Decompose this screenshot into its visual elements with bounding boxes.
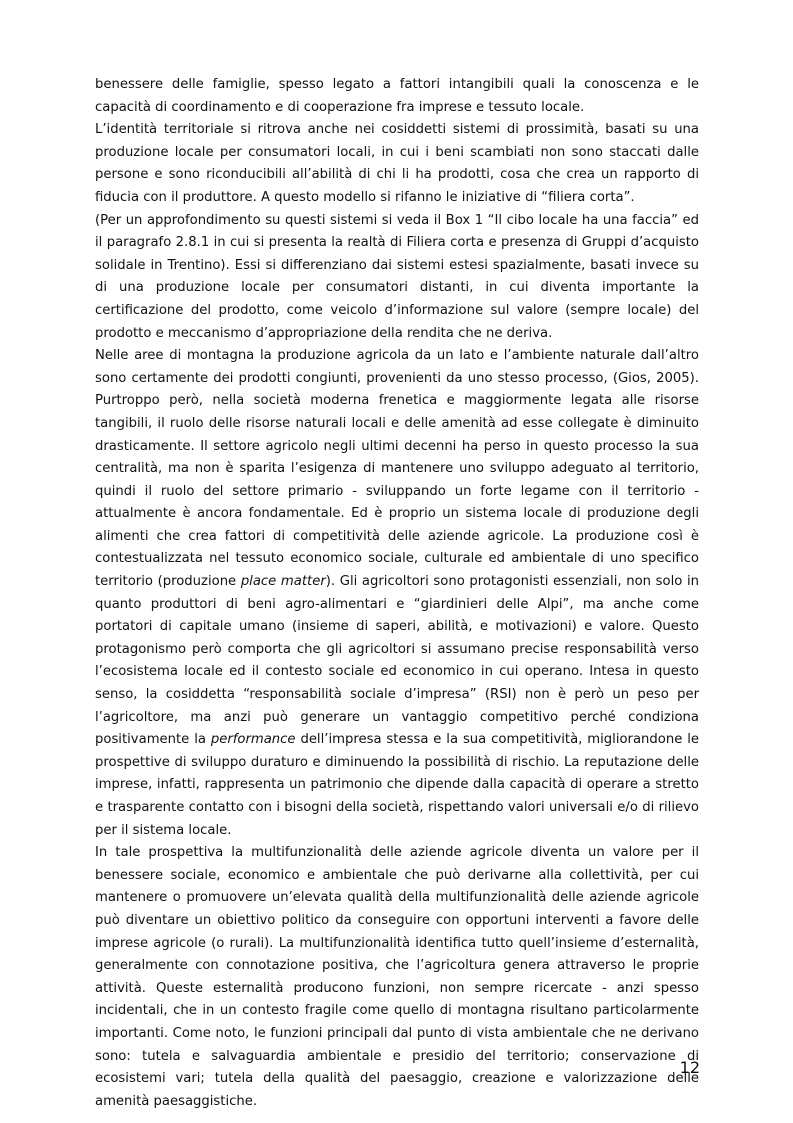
paragraph-text: (Per un approfondimento su questi sistemi si veda il Box 1 “Il cibo locale ha una faccia” ed il paragrafo 2.8.1 in cui si presenta la realtà di Filiera corta e presenza di Gruppi d’acquisto solidale in Trentino). Essi si differenziano dai sistemi estesi spazialmente, basati invece su di una produzione locale per consumatori distanti, in cui diventa importante la certificazione del prodotto, come veicolo d’informazione sul valore (sempre locale) del prodotto e meccanismo d’appropriazione della rendita che ne deriva.	[95, 212, 699, 341]
paragraph	[95, 345, 699, 842]
paragraph-text: L’identità territoriale si ritrova anche nei cosiddetti sistemi di prossimità, basati su una produzione locale per consumatori locali, in cui i beni scambiati non sono staccati dalle persone e sono riconducibili all’abilità di chi li ha prodotti, cosa che crea un rapporto di fiducia con il produttore. A questo modello si rifanno le iniziative di “filiera corta”.	[95, 122, 699, 205]
paragraph-text: ). Gli agricoltori sono protagonisti essenziali, non solo in quanto produttori di beni agro-alimentari e “giardinieri delle Alpi”, ma anche come portatori di capitale umano (insieme di saperi, abilità, e motivazioni) e valore. Questo protagonismo però comporta che gli agricoltori si assumano precise responsabilità verso l’ecosistema locale ed il contesto sociale ed economico in cui operano. Intesa in questo senso, la cosiddetta “responsabilità sociale d’impresa” (RSI) non è però un peso per l’agricoltore, ma anzi può generare un vantaggio competitivo perché condiziona positivamente la	[95, 574, 699, 748]
paragraph	[95, 842, 699, 1113]
paragraph	[95, 119, 699, 209]
paragraph-text: In tale prospettiva la multifunzionalità delle aziende agricole diventa un valore per il benessere sociale, economico e ambientale che può derivarne alla collettività, per cui mantenere o promuovere un’elevata qualità della multifunzionalità delle aziende agricole può diventare un obiettivo politico da conseguire con opportuni interventi a favore delle imprese agricole (o rurali). La multifunzionalità identifica tutto quell’insieme d’esternalità, generalmente con connotazione positiva, che l’agricoltura genera attraverso le proprie attività. Queste esternalità producono funzioni, non sempre ricercate - anzi spesso incidentali, che in un contesto fragile come quello di montagna risultano particolarmente importanti. Come noto, le funzioni principali dal punto di vista ambientale che ne derivano sono: tutela e salvaguardia ambientale e presidio del territorio; conservazione di ecosistemi vari; tutela della qualità del paesaggio, creazione e valorizzazione delle amenità paesaggistiche.	[95, 845, 699, 1109]
paragraph-text: benessere delle famiglie, spesso legato a fattori intangibili quali la conoscenza e le capacità di coordinamento e di cooperazione fra imprese e tessuto locale.	[95, 77, 699, 115]
paragraph	[95, 210, 699, 346]
body-text	[95, 74, 699, 1113]
paragraph-text: Nelle aree di montagna la produzione agricola da un lato e l’ambiente naturale dall’altro sono certamente dei prodotti congiunti, provenienti da uno stesso processo, (Gios, 2005). Purtroppo però, nella società moderna frenetica e maggiormente legata alle risorse tangibili, il ruolo delle risorse naturali locali e delle amenità ad esse collegate è diminuito drasticamente. Il settore agricolo negli ultimi decenni ha perso in questo processo la sua centralità, ma non è sparita l’esigenza di mantenere uno sviluppo adeguato al territorio, quindi il ruolo del settore primario - sviluppando un forte legame con il territorio - attualmente è ancora fondamentale. Ed è proprio un sistema locale di produzione degli alimenti che crea fattori di competitività delle aziende agricole. La produzione così è contestualizzata nel tessuto economico sociale, culturale ed ambientale di uno specifico territorio (produzione	[95, 348, 699, 590]
italic-term-place-matter: place matter	[240, 574, 326, 590]
italic-term-performance: performance	[210, 732, 296, 748]
paragraph	[95, 74, 699, 119]
page-number: 12	[679, 1058, 700, 1077]
paragraph-text: dell’impresa stessa e la sua competitività, migliorandone le prospettive di sviluppo duraturo e diminuendo la possibilità di rischio. La reputazione delle imprese, infatti, rappresenta un patrimonio che dipende dalla capacità di operare a stretto e trasparente contatto con i bisogni della società, rispettando valori universali e/o di rilievo per il sistema locale.	[95, 732, 699, 838]
